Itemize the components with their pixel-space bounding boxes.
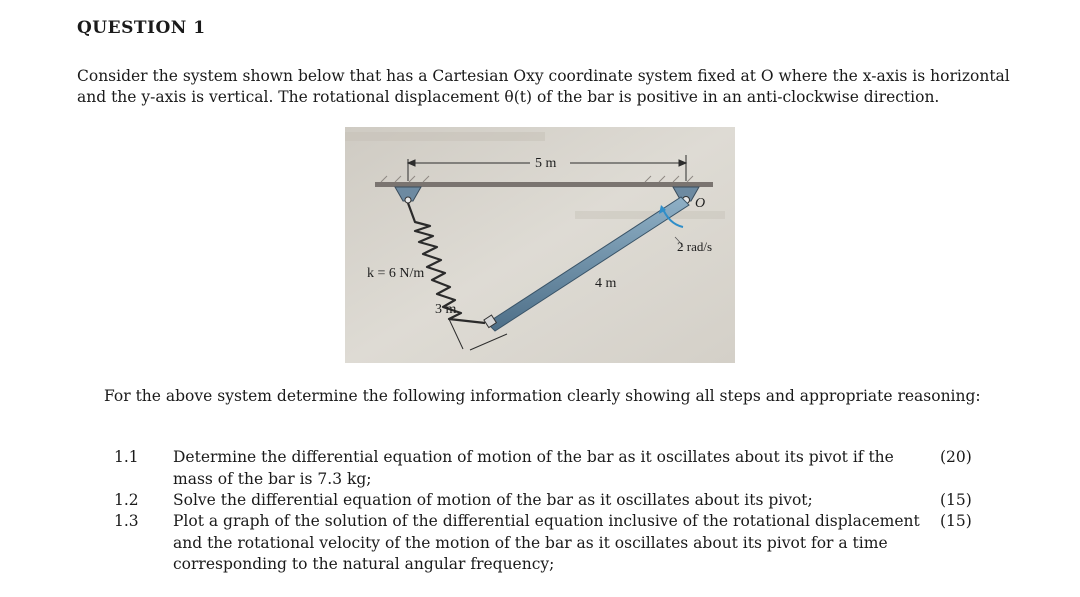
question-number: 1.1	[114, 448, 139, 466]
question-text	[173, 511, 933, 576]
label-k: k = 6 N/m	[367, 266, 425, 281]
question-text-line: Determine the differential equation of motion of the bar as it oscillates about its pivot if the	[173, 448, 894, 466]
bleed-through-texture	[345, 132, 545, 141]
label-3m: 3 m	[435, 302, 457, 317]
question-text	[173, 490, 933, 512]
label-4m: 4 m	[595, 276, 617, 291]
question-marks: (20)	[940, 448, 972, 466]
question-text-line: corresponding to the natural angular frequency;	[173, 555, 555, 573]
question-number: 1.2	[114, 491, 139, 509]
figure-diagram	[345, 127, 735, 363]
question-text-line: Solve the differential equation of motion of the bar as it oscillates about its pivot;	[173, 491, 813, 509]
question-marks: (15)	[940, 512, 972, 530]
question-text	[173, 447, 933, 490]
question-text-line: Plot a graph of the solution of the differential equation inclusive of the rotational displacement	[173, 512, 920, 530]
label-rate: 2 rad/s	[677, 239, 713, 254]
label-O: O	[695, 196, 706, 211]
question-heading: QUESTION 1	[77, 18, 206, 38]
intro-paragraph	[77, 66, 1017, 108]
intro-line-1: Consider the system shown below that has a Cartesian Oxy coordinate system fixed at O where the x-axis is horizontal	[77, 67, 1010, 85]
instructions-line: For the above system determine the following information clearly showing all steps and appropriate reasoning:	[104, 387, 981, 405]
question-text-line: mass of the bar is 7.3 kg;	[173, 469, 372, 488]
question-number: 1.3	[114, 512, 139, 530]
system-figure	[345, 127, 735, 363]
intro-line-2: and the y-axis is vertical. The rotational displacement θ(t) of the bar is positive in an anti-clockwise direction.	[77, 88, 940, 106]
ceiling-beam	[375, 182, 713, 187]
question-marks: (15)	[940, 491, 972, 509]
label-5m: 5 m	[535, 156, 557, 171]
left-pin	[405, 197, 411, 203]
question-text-line: and the rotational velocity of the motion of the bar as it oscillates about its pivot for a time	[173, 533, 888, 552]
